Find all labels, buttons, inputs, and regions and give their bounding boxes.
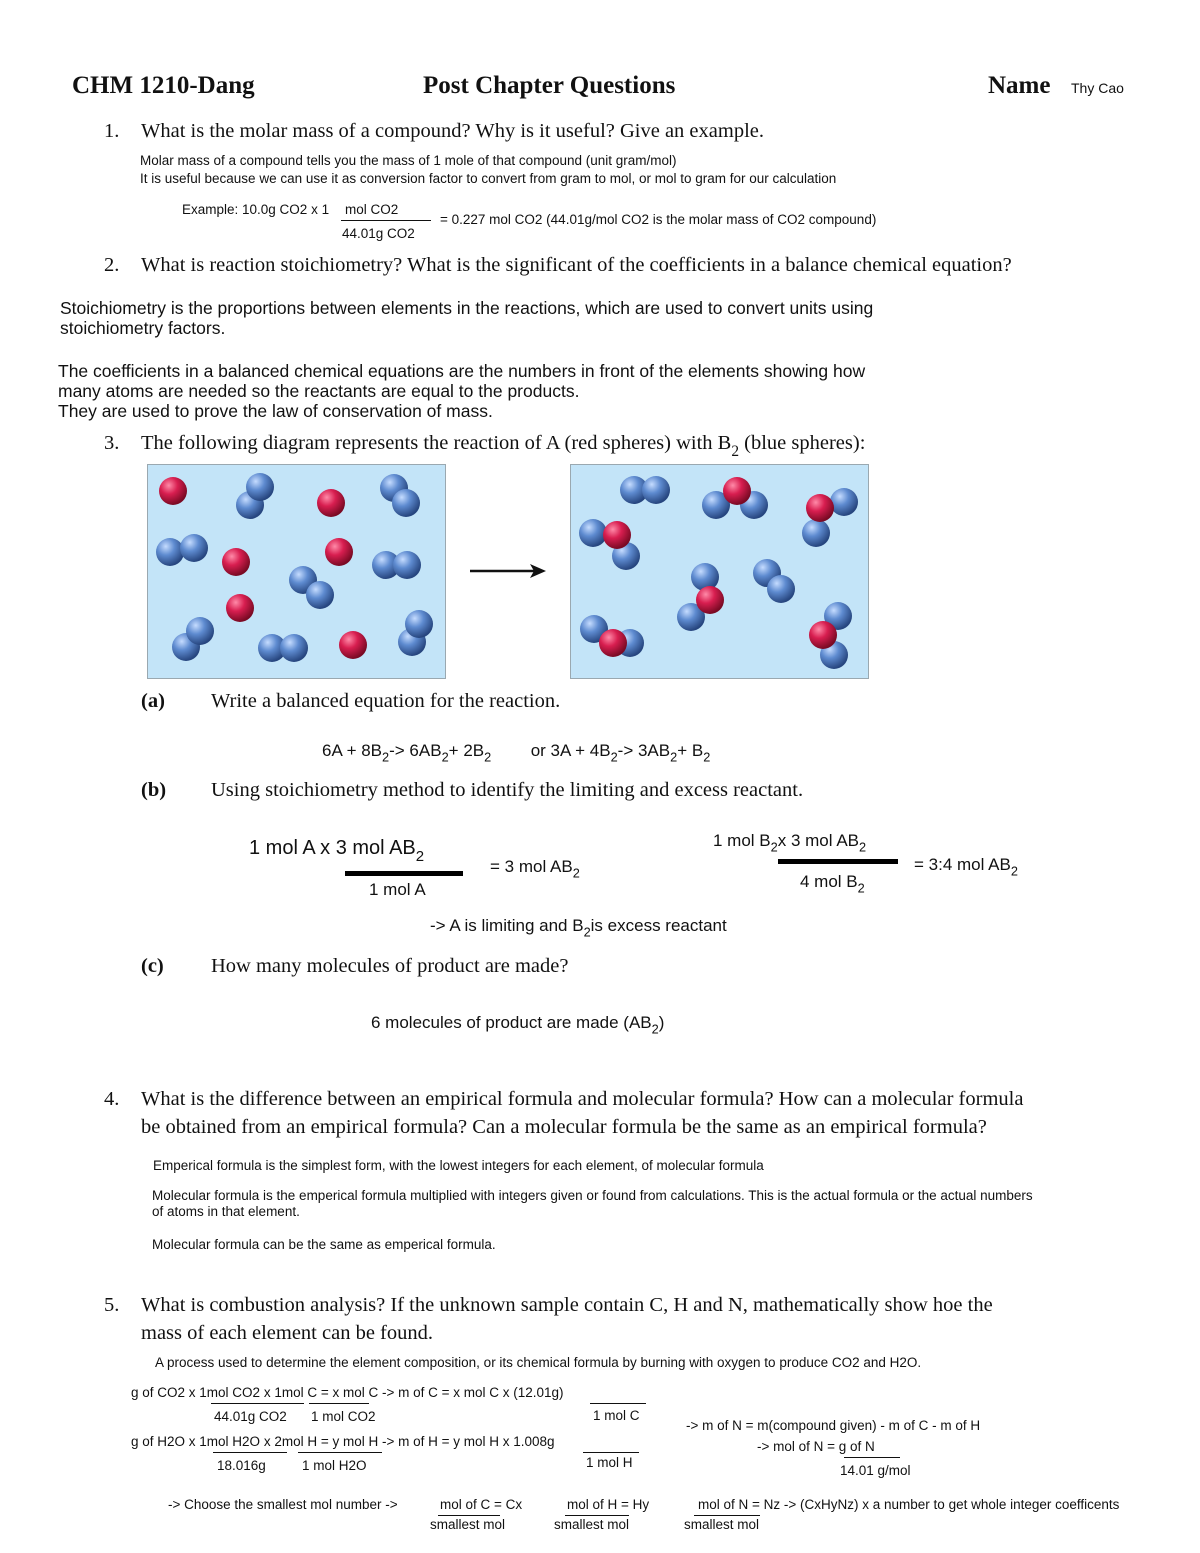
q5-final-n: mol of N = Nz -> (CxHyNz) x a number to get whole integer coefficents — [698, 1497, 1120, 1512]
q4-question-line2: be obtained from an empirical formula? Can a molecular formula be the same as an empirical formula? — [141, 1116, 987, 1138]
molecule-ab2 — [580, 615, 644, 657]
atom-a — [159, 477, 187, 505]
atom-a — [317, 489, 345, 517]
q5-carbon-den3: 1 mol C — [593, 1408, 640, 1423]
q3b-conclusion: -> A is limiting and $B_2is$ excess reactant — [430, 916, 727, 940]
name-label: Name — [988, 72, 1051, 99]
q5-hydrogen-den2: 1 mol H2O — [302, 1458, 367, 1473]
q4-answer2-line1: Molecular formula is the emperical formula multiplied with integers given or found from calculations. This is the actual formula or the actual numbers — [152, 1188, 1033, 1203]
q2-answer-p1-line1: Stoichiometry is the proportions between elements in the reactions, which are used to convert units using — [60, 298, 874, 318]
q1-example-num: mol CO2 — [345, 202, 399, 217]
course-title: CHM 1210-Dang — [72, 72, 255, 99]
q3b-question: Using stoichiometry method to identify the limiting and excess reactant. — [211, 779, 804, 801]
q5-hydrogen-bar2 — [298, 1452, 382, 1453]
molecule-ab2 — [809, 602, 852, 669]
products-molecules — [571, 465, 868, 678]
q5-hydrogen-den3: 1 mol H — [586, 1455, 633, 1470]
name-value: Thy Cao — [1071, 80, 1124, 96]
q5-carbon-bar3 — [590, 1403, 646, 1404]
q4-answer1: Emperical formula is the simplest form, with the lowest integers for each element, of molecular formula — [153, 1158, 764, 1173]
q5-nitrogen-den: 14.01 g/mol — [840, 1463, 911, 1478]
q1-example-result: = 0.227 mol CO2 (44.01g/mol CO2 is the molar mass of CO2 compound) — [440, 212, 877, 227]
molecule-b2 — [380, 474, 420, 517]
molecule-b2 — [289, 566, 334, 609]
q5-final-prefix: -> Choose the smallest mol number -> — [168, 1497, 398, 1512]
atom-a — [339, 631, 367, 659]
q3c-label: (c) — [141, 955, 164, 977]
q5-final-c: mol of C = Cx — [440, 1497, 523, 1512]
q2-answer-p2-line1: The coefficients in a balanced chemical equations are the numbers in front of the elements showing how — [58, 361, 866, 381]
q3b-calc2-num: 1 mol $B_2x$ 3 mol $AB_2$ — [713, 831, 867, 855]
q3-number: 3. — [104, 432, 120, 454]
q5-carbon-den2: 1 mol CO2 — [311, 1409, 376, 1424]
q1-answer-line2: It is useful because we can use it as conversion factor to convert from gram to mol, or mol to gram for our calculation — [140, 171, 837, 186]
q4-answer3: Molecular formula can be the same as emperical formula. — [152, 1237, 496, 1252]
q3b-calc2-den: 4 mol $B_2$ — [800, 872, 865, 896]
q5-carbon-line: g of CO2 x 1mol CO2 x 1mol C = x mol C -> m of C = x mol C x (12.01g) — [131, 1385, 564, 1400]
q3c-answer: 6 molecules of product are made $(AB_2)$ — [371, 1013, 665, 1037]
q3b-calc1-bar — [345, 871, 463, 876]
q3b-calc1-num: 1 mol A x 3 mol $AB_2$ — [249, 837, 425, 865]
q1-example-den: 44.01g CO2 — [342, 226, 415, 241]
molecule-ab2 — [579, 519, 640, 570]
q5-carbon-bar1 — [211, 1403, 304, 1404]
molecule-b2 — [753, 559, 795, 603]
molecule-b2 — [620, 476, 670, 504]
reaction-arrow-icon — [468, 560, 548, 582]
q1-question: What is the molar mass of a compound? Why is it useful? Give an example. — [141, 120, 764, 142]
q3c-question: How many molecules of product are made? — [211, 955, 569, 977]
q5-hydrogen-bar1 — [213, 1452, 287, 1453]
molecule-b2 — [398, 610, 433, 656]
q5-carbon-bar2 — [309, 1403, 369, 1404]
q2-answer-p2-line3: They are used to prove the law of conservation of mass. — [58, 401, 493, 421]
q3-question: The following diagram represents the reaction of A (red spheres) with $B_2$ (blue spheres): — [141, 432, 866, 460]
q5-carbon-den1: 44.01g CO2 — [214, 1409, 287, 1424]
q5-hydrogen-bar3 — [583, 1452, 639, 1453]
molecule-b2 — [156, 534, 208, 566]
q5-hydrogen-den1: 18.016g — [217, 1458, 266, 1473]
q5-hydrogen-line: g of H2O x 1mol H2O x 2mol H = y mol H -> m of H = y mol H x 1.008g — [131, 1434, 555, 1449]
reactants-molecules — [148, 465, 445, 678]
atom-a — [226, 594, 254, 622]
q3b-calc2-result: = 3:4 mol $AB_2$ — [914, 855, 1018, 879]
q4-answer2-line2: of atoms in that element. — [152, 1204, 300, 1219]
q3b-calc2-bar — [778, 859, 898, 864]
q1-answer-line1: Molar mass of a compound tells you the mass of 1 mole of that compound (unit gram/mol) — [140, 153, 677, 168]
page-title: Post Chapter Questions — [423, 72, 676, 99]
reactants-box — [147, 464, 446, 679]
q5-number: 5. — [104, 1294, 120, 1316]
q3a-answer: $6A + 8B_2-> 6AB_2+ 2B_2$ or $3A + 4B_2-> 3AB_2+ B_2$ — [322, 741, 711, 765]
q5-question-line2: mass of each element can be found. — [141, 1322, 434, 1344]
atom-a — [222, 548, 250, 576]
molecule-b2 — [372, 551, 421, 579]
q2-answer-p2-line2: many atoms are needed so the reactants are equal to the products. — [58, 381, 580, 401]
q3b-calc1-den: 1 mol A — [369, 880, 426, 899]
q5-nitrogen-line2: -> mol of N = g of N — [757, 1439, 875, 1454]
q3a-label: (a) — [141, 690, 165, 712]
q1-fraction-bar — [341, 220, 431, 221]
q1-example-prefix: Example: 10.0g CO2 x 1 — [182, 202, 330, 217]
molecule-b2 — [172, 617, 214, 661]
q5-final-n-den: smallest mol — [684, 1517, 760, 1532]
q5-final-h: mol of H = Hy — [567, 1497, 650, 1512]
molecule-ab2 — [677, 563, 724, 631]
products-box — [570, 464, 869, 679]
q5-question-line1: What is combustion analysis? If the unknown sample contain C, H and N, mathematically show hoe the — [141, 1294, 993, 1316]
q1-number: 1. — [104, 120, 120, 142]
q3a-question: Write a balanced equation for the reaction. — [211, 690, 561, 712]
q4-number: 4. — [104, 1088, 120, 1110]
q5-final-h-den: smallest mol — [554, 1517, 630, 1532]
molecule-b2 — [258, 634, 308, 662]
molecule-ab2 — [702, 477, 768, 519]
q2-question: What is reaction stoichiometry? What is the significant of the coefficients in a balance chemical equation? — [141, 254, 1012, 276]
q5-final-c-den: smallest mol — [430, 1517, 506, 1532]
q5-nitrogen-line1: -> m of N = m(compound given) - m of C - m of H — [686, 1418, 981, 1433]
q5-nitrogen-bar — [844, 1457, 900, 1458]
q2-answer-p1-line2: stoichiometry factors. — [60, 318, 226, 338]
q3b-label: (b) — [141, 779, 167, 801]
q2-number: 2. — [104, 254, 120, 276]
molecule-b2 — [236, 473, 274, 519]
q4-question-line1: What is the difference between an empirical formula and molecular formula? How can a molecular formula — [141, 1088, 1024, 1110]
atom-a — [325, 538, 353, 566]
q5-answer: A process used to determine the element composition, or its chemical formula by burning with oxygen to produce CO2 and H2O. — [155, 1355, 922, 1370]
molecule-ab2 — [802, 488, 858, 547]
q3b-calc1-result: = 3 mol $AB_2$ — [490, 857, 580, 881]
